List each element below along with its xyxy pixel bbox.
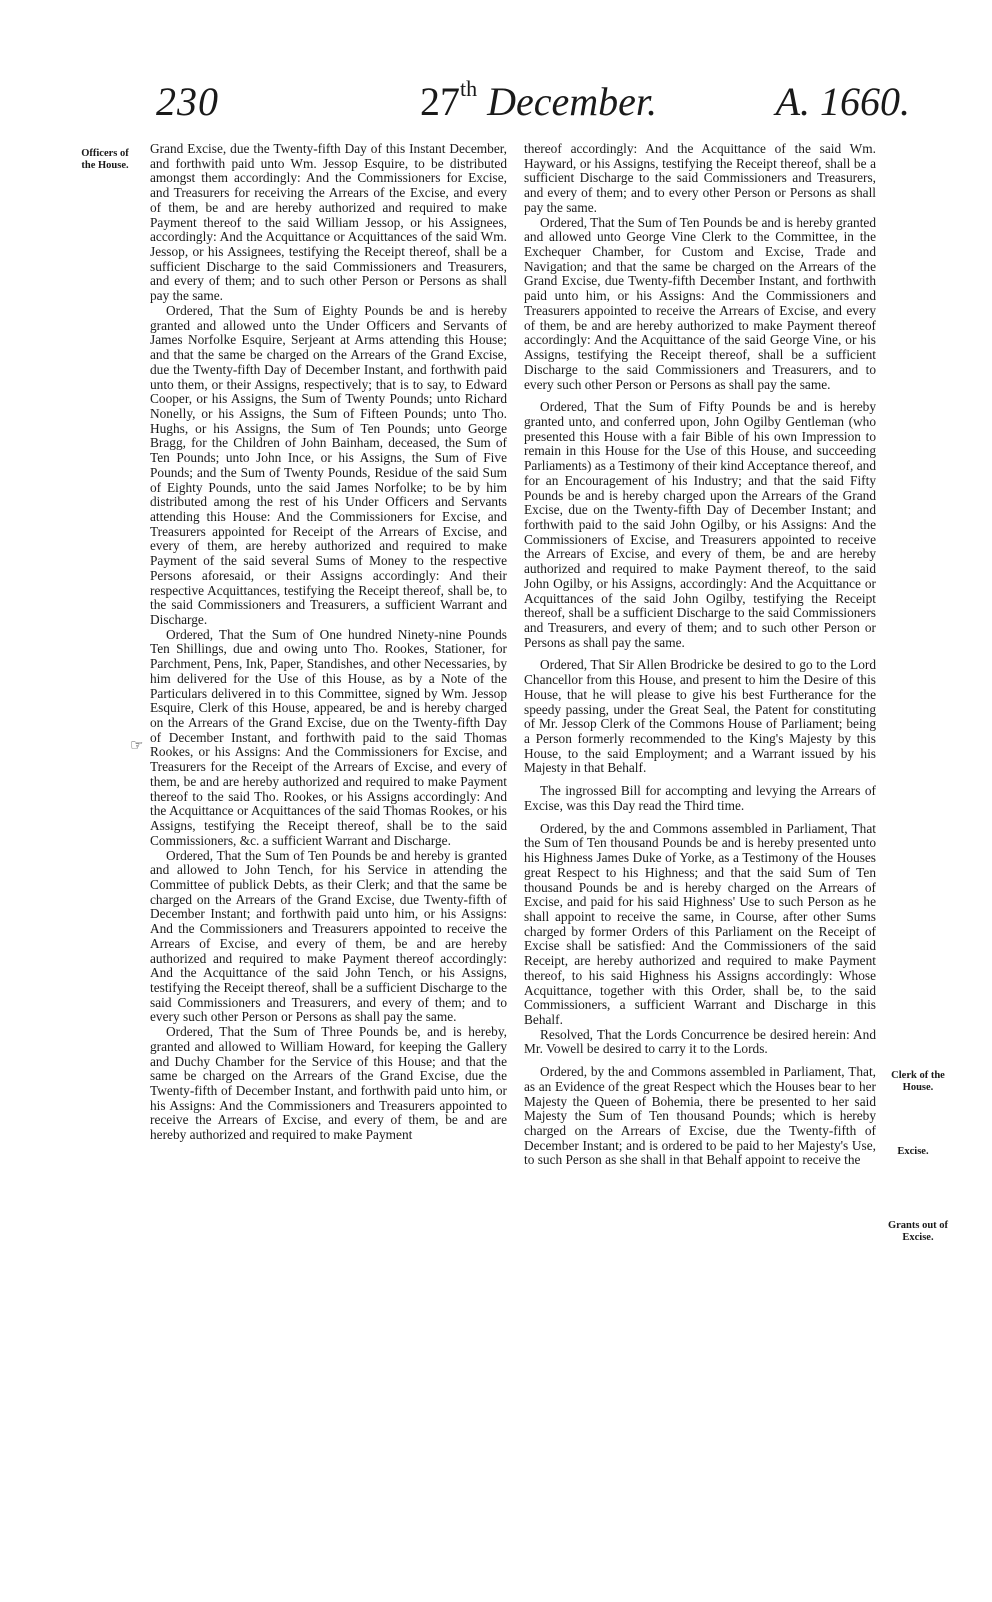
margin-note-grants: Grants out of Excise.: [887, 1220, 949, 1243]
left-paragraph-4: Ordered, That the Sum of Ten Pounds be and hereby is granted and allowed to John Tench, for his Service in attending the Committee of publick Debts, as their Clerk; and that the same be charged on the Arrears of the Grand Excise, due Twenty-fifth of December Instant; and forthwith paid unto him, or his Assigns: And the Commissioners and Treasurers appointed to receive the Arrears of Excise, and every of them, be and are hereby authorized and required to make Payment thereof accordingly: And the Acquittance of the said John Tench, or his Assigns, testifying the Receipt thereof, shall be a sufficient Discharge to the said Commissioners and Treasurers, and every of them; and to every such other Person or Persons as shall pay the same.: [150, 847, 507, 1025]
right-paragraph-7: Resolved, That the Lords Concurrence be desired herein: And Mr. Vowell be desired to carry it to the Lords.: [524, 1026, 876, 1057]
left-paragraph-5: Ordered, That the Sum of Three Pounds be, and is hereby, granted and allowed to William Howard, for keeping the Gallery and Duchy Chamber for the Service of this House; and that the same be charged on the Arrears of the Grand Excise, due the Twenty-fifth of December Instant, and forthwith paid unto him, or his Assigns: And the Commissioners and Treasurers appointed to receive the Arrears of Excise, and every of them, be and are hereby authorized and required to make Payment: [150, 1024, 507, 1143]
margin-note-excise: Excise.: [897, 1146, 929, 1157]
margin-note-clerk: Clerk of the House.: [891, 1070, 945, 1093]
left-paragraph-1: Grand Excise, due the Twenty-fifth Day of this Instant December, and forthwith paid unto Wm. Jessop Esquire, to be distributed amongst them accordingly: And the Commissioners for Excise, and Treasurers for receiving the Arrears of the Excise, and every of them, be and are hereby authorized and required to make Payment thereof to the said William Jessop, or his Assignees, accordingly: And the Acquittance or Acquittances of the said Wm. Jessop, or his Assignees, testifying the Receipt thereof, shall be a sufficient Discharge to the said Commissioners and Treasurers, and every of them; and to such other Person or Persons as shall pay the same.: [150, 141, 507, 304]
header-year: A. 1660.: [775, 79, 910, 124]
header-day: 27: [420, 79, 460, 124]
left-column: [150, 142, 507, 1143]
margin-note-officers: Officers of the House.: [81, 148, 129, 171]
right-paragraph-1: thereof accordingly: And the Acquittance of the said Wm. Hayward, or his Assigns, testifying the Receipt thereof, shall be a sufficient Discharge to the said Commissioners and Treasurers, and every of them; and to every other Person or Persons as shall pay the same.: [524, 141, 876, 215]
right-column: [524, 142, 876, 1168]
left-paragraph-2: Ordered, That the Sum of Eighty Pounds be and is hereby granted and allowed unto the Under Officers and Servants of James Norfolke Esquire, Serjeant at Arms attending this House; and that the same be charged on the Arrears of the Grand Excise, due the Twenty-fifth Day of December Instant, and forthwith paid unto them, or their Assigns, respectively; that is to say, to Edward Cooper, or his Assigns, the Sum of Twenty Pounds; unto Richard Nonelly, or his Assigns, the Sum of Fifteen Pounds; unto Tho. Hughs, or his Assigns, the Sum of Ten Pounds; unto George Bragg, for the Children of John Bainham, deceased, the Sum of Ten Pounds; unto John Ince, or his Assigns, the Sum of Five Pounds; and the Sum of Twenty Pounds, Residue of the said Sum of Eighty Pounds, unto the said James Norfolke; to be by him distributed among the rest of his Under Officers and Servants attending this House: And the Commissioners for Excise, and Treasurers appointed for Receipt of the Arrears of Excise, and every of them, are hereby authorized and required to make Payment of the said several Sums of Money to the respective Persons aforesaid, or their Assigns accordingly: And their respective Acquittances, testifying the Receipt thereof, shall be, to the said Commissioners and Treasurers, a sufficient Warrant and Discharge.: [150, 302, 507, 627]
right-paragraph-4: Ordered, That Sir Allen Brodricke be desired to go to the Lord Chancellor from this House, and present to him the Desire of this House, that he will please to give his best Furtherance for the speedy passing, under the Great Seal, the Patent for constituting of Mr. Jessop Clerk of the Commons House of Parliament; being a Person formerly recommended to the King's Majesty by this House, to the said Employment; and a Warrant issued by his Majesty in that Behalf.: [524, 657, 876, 776]
header-month: December.: [487, 79, 658, 124]
left-paragraph-3: Ordered, That the Sum of One hundred Ninety-nine Pounds Ten Shillings, due and owing unto Tho. Rookes, Stationer, for Parchment, Pens, Ink, Paper, Standishes, and other Necessaries, by him delivered for the Use of this House, as by a Note of the Particulars delivered in to this Committee, signed by Wm. Jessop Esquire, Clerk of this House, appeared, be and is hereby charged on the Arrears of the Grand Excise, due on the Twenty-fifth Day of December Instant, and forthwith paid to the said Thomas Rookes, or his Assigns: And the Commissioners for Excise, and Treasurers for the Receipt of the Arrears of Excise, and every of them, be and are hereby authorized and required to make Payment thereof to the said Tho. Rookes, or his Assigns accordingly: And the Acquittance or Acquittances of the said Thomas Rookes, or his Assigns, testifying the Receipt thereof, shall be to the said Commissioners, &c. a sufficient Warrant and Discharge.: [150, 626, 507, 848]
right-paragraph-8: Ordered, by the and Commons assembled in Parliament, That, as an Evidence of the great Respect which the Houses bear to her Majesty the Queen of Bohemia, there be presented to her said Majesty the Sum of Ten thousand Pounds; which is hereby charged on the Arrears of Excise, due the Twenty-fifth of December Instant; and is ordered to be paid to her Majesty's Use, to such Person as she shall in that Behalf appoint to receive the: [524, 1064, 876, 1168]
right-paragraph-3: Ordered, That the Sum of Fifty Pounds be and is hereby granted unto, and conferred upon, John Ogilby Gentleman (who presented this House with a fair Bible of his own Impression to remain in this House for the Use of this House, and succeeding Parliaments) as a Testimony of their kind Acceptance thereof, and for an Encouragement of his Industry; and that the said Fifty Pounds be and is hereby charged upon the Arrears of the Grand Excise, due on the Twenty-fifth Day of December Instant; and forthwith paid to the said John Ogilby, or his Assigns: And the Commissioners of Excise, and Treasurers appointed to receive the Arrears of Excise, and every of them, be and are hereby authorized and required to make Payment thereof, to the said John Ogilby, or his Assigns, accordingly: And the Acquittance or Acquittances of the said John Ogilby, testifying the Receipt thereof, shall be a sufficient Discharge to the said Commissioners and Treasurers, and every of them; and to such other Person or Persons as shall pay the same.: [524, 399, 876, 650]
header-day-suffix: th: [460, 76, 478, 101]
page-header: [150, 78, 910, 128]
right-paragraph-6: Ordered, by the and Commons assembled in Parliament, That the Sum of Ten thousand Pounds be and is hereby presented unto his Highness James Duke of Yorke, as a Testimony of the Houses great Respect to his Highness; and that the said Sum of Ten thousand Pounds be and is hereby charged on the Arrears of Excise, and paid for his said Highness' Use to such Person as he shall appoint to receive the same, in Course, after other Sums charged by former Orders of this Parliament on the Receipt of Excise shall be satisfied: And the Commissioners of the said Receipt, are hereby authorized and required to make Payment thereof, to his said Highness his Assigns accordingly: Whose Acquittance, together with this Order, shall be, to the said Commissioners, a sufficient Warrant and Discharge in this Behalf.: [524, 820, 876, 1027]
right-paragraph-5: The ingrossed Bill for accompting and levying the Arrears of Excise, was this Day read the Third time.: [524, 783, 876, 813]
header-date: [420, 78, 657, 125]
page-number: 230: [156, 79, 219, 124]
pointing-hand-icon: ☞: [130, 738, 144, 754]
right-paragraph-2: Ordered, That the Sum of Ten Pounds be and is hereby granted and allowed unto George Vine Clerk to the Committee, in the Exchequer Chamber, for Custom and Excise, Trade and Navigation; and that the same be charged on the Arrears of the Grand Excise, due Twenty-fifth December Instant, and forthwith paid unto him, or his Assigns: And the Commissioners and Treasurers appointed to receive the Arrears of Excise, and every of them, be and are hereby authorized to make Payment thereof accordingly: And the Acquittance of the said George Vine, or his Assigns, testifying the Receipt thereof, shall be a sufficient Discharge to the said Commissioners and Treasurers, and to every such other Person or Persons as shall pay the same.: [524, 214, 876, 392]
